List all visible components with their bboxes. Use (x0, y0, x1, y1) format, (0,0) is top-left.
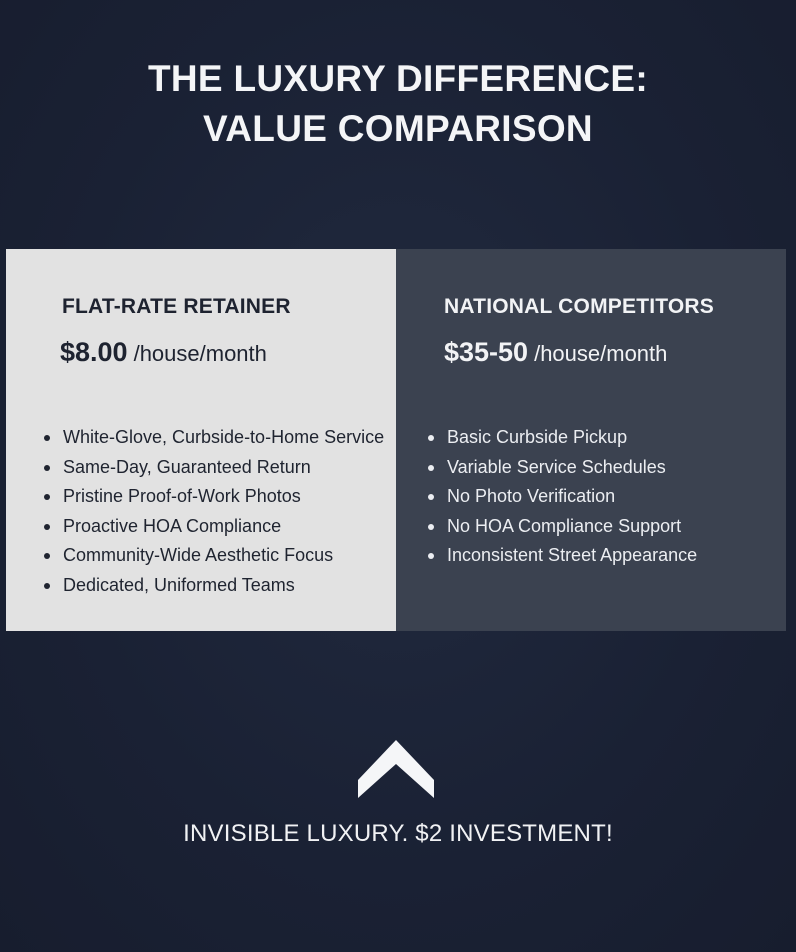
page-title (0, 54, 796, 154)
competitors-column (396, 249, 786, 631)
competitors-feature-list (428, 423, 697, 571)
list-item: No HOA Compliance Support (428, 512, 697, 542)
flat-rate-price (60, 337, 267, 368)
competitors-price (444, 337, 667, 368)
list-item: Basic Curbside Pickup (428, 423, 697, 453)
list-item: White-Glove, Curbside-to-Home Service (44, 423, 384, 453)
flat-rate-price-unit: /house/month (133, 341, 267, 366)
competitors-price-unit: /house/month (534, 341, 668, 366)
list-item: Same-Day, Guaranteed Return (44, 453, 384, 483)
tagline: INVISIBLE LUXURY. $2 INVESTMENT! (183, 820, 613, 847)
list-item: Variable Service Schedules (428, 453, 697, 483)
flat-rate-column (6, 249, 396, 631)
competitors-price-amount: $35-50 (444, 337, 529, 367)
title-line-1: THE LUXURY DIFFERENCE: (148, 58, 648, 99)
list-item: Proactive HOA Compliance (44, 512, 384, 542)
list-item: Inconsistent Street Appearance (428, 541, 697, 571)
list-item: Pristine Proof-of-Work Photos (44, 482, 384, 512)
competitors-heading: NATIONAL COMPETITORS (444, 295, 715, 318)
flat-rate-feature-list (44, 423, 384, 601)
list-item: Community-Wide Aesthetic Focus (44, 541, 384, 571)
list-item: Dedicated, Uniformed Teams (44, 571, 384, 601)
chevron-up-icon (358, 740, 434, 798)
flat-rate-price-amount: $8.00 (60, 337, 128, 367)
list-item: No Photo Verification (428, 482, 697, 512)
comparison-table (6, 249, 786, 631)
title-line-2: VALUE COMPARISON (203, 108, 593, 149)
flat-rate-heading: FLAT-RATE RETAINER (62, 295, 291, 318)
